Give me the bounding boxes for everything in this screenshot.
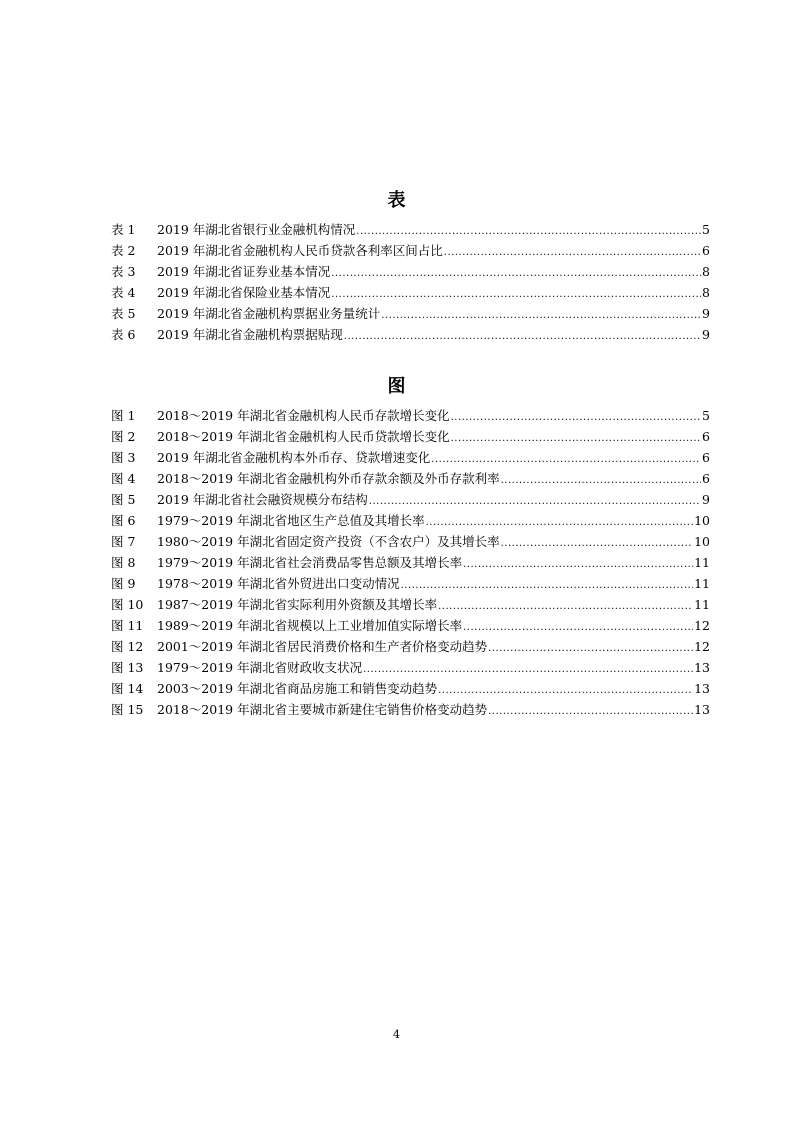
figure-entry-page: 12 — [694, 618, 710, 633]
figure-entry[interactable] — [111, 678, 710, 699]
table-entry-page: 9 — [702, 327, 710, 342]
figure-entry-label: 图 13 — [111, 660, 144, 675]
figure-entry-page: 13 — [694, 681, 710, 696]
figure-entry-title: 2019 年湖北省社会融资规模分布结构 — [157, 492, 368, 507]
figure-entry-label: 图 1 — [111, 408, 136, 423]
figure-entry-title: 2018～2019 年湖北省主要城市新建住宅销售价格变动趋势 — [157, 702, 488, 717]
table-entry-page: 6 — [702, 243, 710, 258]
figure-entry-label: 图 9 — [111, 576, 136, 591]
figure-entry-label: 图 3 — [111, 450, 136, 465]
table-entry-page: 5 — [702, 222, 710, 237]
figure-entry[interactable] — [111, 531, 710, 552]
figure-entry[interactable] — [111, 636, 710, 657]
figure-entry-page: 10 — [694, 513, 710, 528]
figure-entry[interactable] — [111, 699, 710, 720]
figure-entry-label: 图 6 — [111, 513, 136, 528]
figure-entry[interactable] — [111, 426, 710, 447]
figure-entry-page: 9 — [702, 492, 710, 507]
dot-leader — [463, 617, 693, 638]
figures-heading: 图 — [387, 376, 406, 397]
table-entry[interactable] — [111, 324, 710, 345]
table-entry-title: 2019 年湖北省金融机构票据业务量统计 — [157, 306, 381, 321]
figure-entry-label: 图 11 — [111, 618, 144, 633]
figure-entry-title: 1978～2019 年湖北省外贸进出口变动情况 — [157, 576, 400, 591]
figure-entry[interactable] — [111, 489, 710, 510]
dot-leader — [331, 263, 701, 284]
dot-leader — [488, 701, 693, 722]
figure-entry[interactable] — [111, 615, 710, 636]
table-entry-title: 2019 年湖北省证券业基本情况 — [157, 264, 331, 279]
page-number: 4 — [393, 1028, 400, 1041]
figure-entry-label: 图 8 — [111, 555, 136, 570]
figure-entry-title: 2018～2019 年湖北省金融机构外币存款余额及外币存款利率 — [157, 471, 500, 486]
table-entry[interactable] — [111, 240, 710, 261]
figure-entry-title: 1980～2019 年湖北省固定资产投资（不含农户）及其增长率 — [157, 534, 500, 549]
figure-entry-label: 图 10 — [111, 597, 144, 612]
figure-entry-title: 1989～2019 年湖北省规模以上工业增加值实际增长率 — [157, 618, 463, 633]
dot-leader — [451, 407, 701, 428]
dot-leader — [501, 533, 693, 554]
table-entry-title: 2019 年湖北省银行业金融机构情况 — [157, 222, 356, 237]
dot-leader — [463, 554, 693, 575]
figure-entry-page: 13 — [694, 660, 710, 675]
figure-entry-page: 11 — [694, 555, 710, 570]
figure-entry-title: 2003～2019 年湖北省商品房施工和销售变动趋势 — [157, 681, 438, 696]
figure-entry[interactable] — [111, 573, 710, 594]
table-entry-title: 2019 年湖北省金融机构人民币贷款各利率区间占比 — [157, 243, 443, 258]
dot-leader — [451, 428, 701, 449]
figure-entry-label: 图 5 — [111, 492, 136, 507]
table-entry-page: 9 — [702, 306, 710, 321]
figure-entry-page: 6 — [702, 471, 710, 486]
figure-entry-page: 13 — [694, 702, 710, 717]
table-entry[interactable] — [111, 303, 710, 324]
figure-entry-label: 图 14 — [111, 681, 144, 696]
figure-entry-title: 1979～2019 年湖北省社会消费品零售总额及其增长率 — [157, 555, 463, 570]
dot-leader — [438, 680, 693, 701]
table-entry[interactable] — [111, 219, 710, 240]
dot-leader — [401, 575, 693, 596]
figure-entry-page: 6 — [702, 450, 710, 465]
figure-entry-page: 10 — [694, 534, 710, 549]
dot-leader — [501, 470, 701, 491]
table-entry-label: 表 2 — [111, 243, 136, 258]
figure-entry[interactable] — [111, 405, 710, 426]
dot-leader — [356, 221, 701, 242]
figure-entry-label: 图 4 — [111, 471, 136, 486]
figures-list — [111, 405, 710, 720]
figure-entry-label: 图 15 — [111, 702, 144, 717]
figure-entry[interactable] — [111, 657, 710, 678]
table-entry-title: 2019 年湖北省保险业基本情况 — [157, 285, 331, 300]
table-entry-page: 8 — [702, 264, 710, 279]
figure-entry-title: 1979～2019 年湖北省地区生产总值及其增长率 — [157, 513, 425, 528]
dot-leader — [363, 659, 693, 680]
figure-entry[interactable] — [111, 447, 710, 468]
dot-leader — [331, 284, 701, 305]
figure-entry-label: 图 7 — [111, 534, 136, 549]
table-entry-title: 2019 年湖北省金融机构票据贴现 — [157, 327, 343, 342]
figure-entry-page: 5 — [702, 408, 710, 423]
figure-entry-title: 1979～2019 年湖北省财政收支状况 — [157, 660, 363, 675]
figure-entry-page: 11 — [694, 597, 710, 612]
table-entry-label: 表 6 — [111, 327, 136, 342]
figure-entry-label: 图 12 — [111, 639, 144, 654]
figure-entry-title: 2018～2019 年湖北省金融机构人民币贷款增长变化 — [157, 429, 450, 444]
table-entry-label: 表 3 — [111, 264, 136, 279]
figure-entry-page: 11 — [694, 576, 710, 591]
figure-entry-title: 1987～2019 年湖北省实际利用外资额及其增长率 — [157, 597, 438, 612]
table-entry-label: 表 4 — [111, 285, 136, 300]
table-entry-label: 表 5 — [111, 306, 136, 321]
table-entry-page: 8 — [702, 285, 710, 300]
table-entry-label: 表 1 — [111, 222, 136, 237]
figure-entry-label: 图 2 — [111, 429, 136, 444]
dot-leader — [431, 449, 701, 470]
figure-entry-page: 12 — [694, 639, 710, 654]
figure-entry-title: 2001～2019 年湖北省居民消费价格和生产者价格变动趋势 — [157, 639, 488, 654]
dot-leader — [438, 596, 693, 617]
tables-heading: 表 — [387, 190, 406, 211]
figure-entry[interactable] — [111, 510, 710, 531]
table-entry[interactable] — [111, 282, 710, 303]
tables-list — [111, 219, 710, 345]
figure-entry[interactable] — [111, 552, 710, 573]
dot-leader — [488, 638, 693, 659]
dot-leader — [344, 326, 701, 347]
table-entry[interactable] — [111, 261, 710, 282]
dot-leader — [381, 305, 701, 326]
figure-entry-page: 6 — [702, 429, 710, 444]
figure-entry[interactable] — [111, 468, 710, 489]
figure-entry-title: 2019 年湖北省金融机构本外币存、贷款增速变化 — [157, 450, 431, 465]
dot-leader — [444, 242, 701, 263]
dot-leader — [426, 512, 693, 533]
figure-entry[interactable] — [111, 594, 710, 615]
dot-leader — [369, 491, 701, 512]
figure-entry-title: 2018～2019 年湖北省金融机构人民币存款增长变化 — [157, 408, 450, 423]
